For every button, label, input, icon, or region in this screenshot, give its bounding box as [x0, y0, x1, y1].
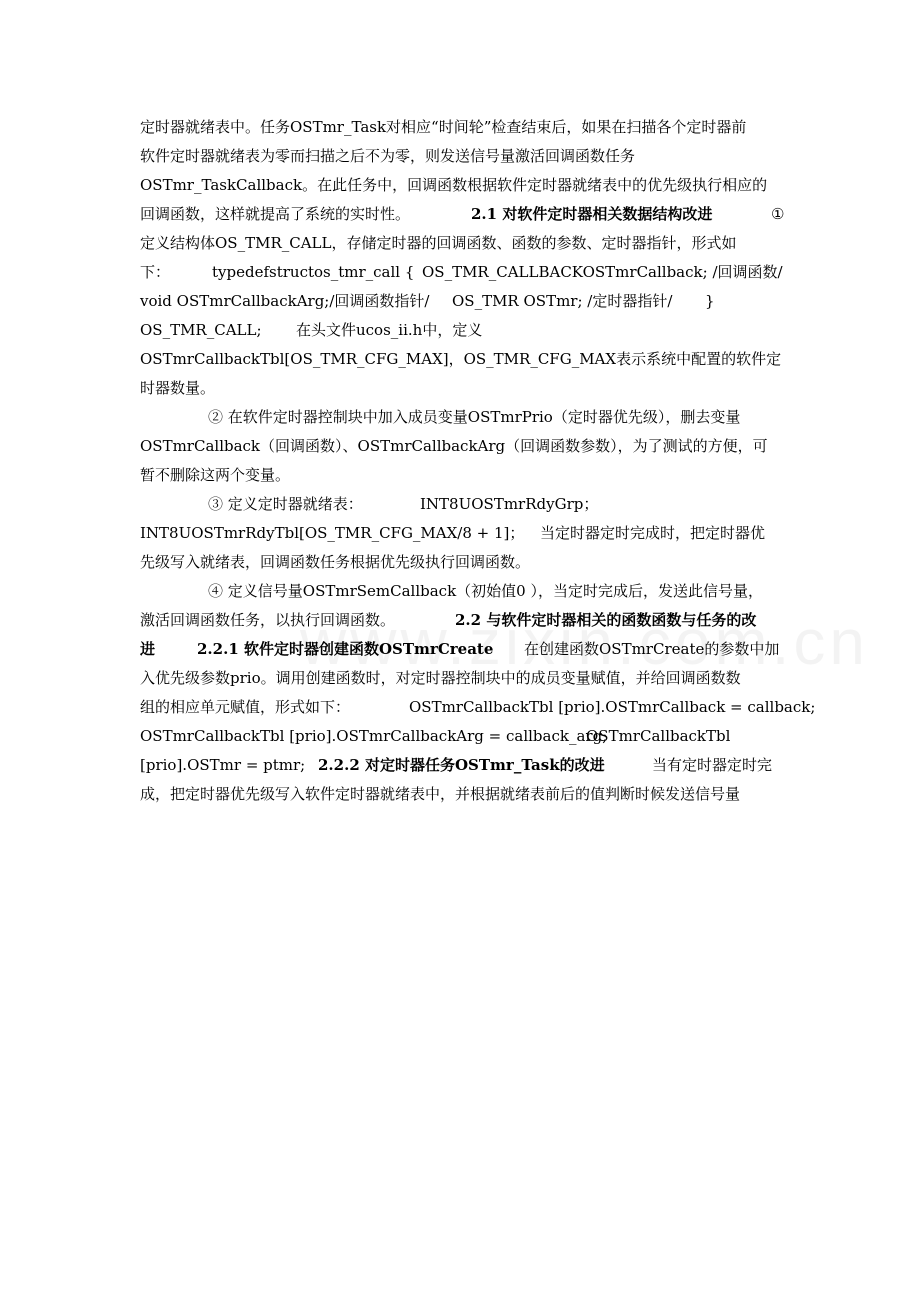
text-line: 先级写入就绪表，回调函数任务根据优先级执行回调函数。: [140, 553, 531, 571]
text-line: OS_TMR_CALL; 在头文件ucos_ii.h中，定义: [140, 321, 483, 339]
text-line: [prio].OSTmr = ptmr; 2.2.2 对定时器任务OSTmr_Task的改进 当有定时器定时完: [140, 752, 305, 778]
text-line: 激活回调函数任务，以执行回调函数。 2.2 与软件定时器相关的函数函数与任务的改: [140, 607, 395, 633]
text-line: OSTmrCallbackTbl[OS_TMR_CFG_MAX]，OS_TMR_CFG_MAX表示系统中配置的软件定: [140, 350, 782, 368]
text-line: 时器数量。: [140, 379, 216, 397]
text-line: ③ 定义定时器就绪表： INT8UOSTmrRdyGrp；: [208, 495, 599, 513]
text-line: ④ 定义信号量OSTmrSemCallback（初始值0 ），当定时完成后，发送此信号量，: [208, 582, 763, 600]
section-heading: 2.2 与软件定时器相关的函数函数与任务的改: [455, 611, 757, 629]
text-line: 暂不删除这两个变量。: [140, 466, 291, 484]
text-line: void OSTmrCallbackArg;/回调函数指针/ OS_TMR OSTmr; /定时器指针/ }: [140, 292, 715, 310]
text-line: 软件定时器就绪表为零而扫描之后不为零，则发送信号量激活回调函数任务: [140, 147, 636, 165]
section-heading: 2.2.1 软件定时器创建函数OSTmrCreate: [197, 640, 494, 658]
text-line: OSTmr_TaskCallback。在此任务中，回调函数根据软件定时器就绪表中的优先级执行相应的: [140, 176, 768, 194]
section-heading: 2.1 对软件定时器相关数据结构改进: [471, 205, 713, 223]
text-line: OSTmrCallback（回调函数）、OSTmrCallbackArg（回调函数参数），为了测试的方便，可: [140, 437, 768, 455]
section-heading: 2.2.2 对定时器任务OSTmr_Task的改进: [318, 756, 605, 774]
text-line: OSTmrCallbackTbl [prio].OSTmrCallbackArg = callback_arg; OSTmrCallbackTbl: [140, 727, 731, 745]
text-line: INT8UOSTmrRdyTbl[OS_TMR_CFG_MAX/8 + 1]； 当定时器定时完成时，把定时器优: [140, 524, 766, 542]
text-line: ② 在软件定时器控制块中加入成员变量OSTmrPrio（定时器优先级），删去变量: [208, 408, 741, 426]
text-line: 下： typedefstructos_tmr_call { OS_TMR_CALLBACKOSTmrCallback; /回调函数/: [140, 263, 783, 281]
text-line: 回调函数，这样就提高了系统的实时性。 2.1 对软件定时器相关数据结构改进 ①: [140, 201, 410, 227]
text-line: 定义结构体OS_TMR_CALL，存储定时器的回调函数、函数的参数、定时器指针，形式如: [140, 234, 737, 252]
text-line: 成，把定时器优先级写入软件定时器就绪表中，并根据就绪表前后的值判断时候发送信号量: [140, 785, 741, 803]
text-line: 定时器就绪表中。任务OSTmr_Task对相应“时间轮”检查结束后，如果在扫描各个定时器前: [140, 118, 747, 136]
text-line: 组的相应单元赋值，形式如下： OSTmrCallbackTbl [prio].OSTmrCallback = callback;: [140, 698, 816, 716]
text-line: 入优先级参数prio。调用创建函数时，对定时器控制块中的成员变量赋值，并给回调函数数: [140, 669, 741, 687]
text-line: 进 2.2.1 软件定时器创建函数OSTmrCreate 在创建函数OSTmrCreate的参数中加: [140, 636, 155, 662]
